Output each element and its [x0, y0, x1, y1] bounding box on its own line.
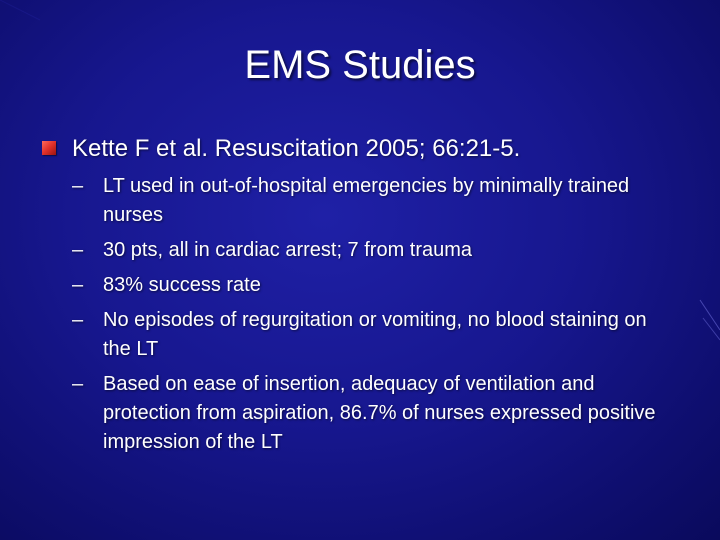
sub-bullet-item: [72, 271, 672, 300]
dash-bullet: –: [72, 239, 84, 261]
slide-title: EMS Studies: [244, 43, 476, 87]
sub-bullet-text: 83% success rate: [103, 274, 261, 296]
red-square-bullet-icon: [42, 141, 56, 155]
main-bullet-text: Kette F et al. Resuscitation 2005; 66:21-5.: [72, 135, 521, 162]
dash-bullet: –: [72, 274, 84, 296]
sub-bullet-item: [72, 306, 672, 364]
sub-bullet-text: LT used in out-of-hospital emergencies by minimally trained nurses: [103, 175, 630, 226]
dash-bullet: –: [72, 373, 84, 395]
sub-bullet-item: [72, 172, 672, 230]
sub-bullet-text: No episodes of regurgitation or vomiting, no blood staining on the LT: [103, 309, 647, 360]
dash-bullet: –: [72, 309, 84, 331]
sub-bullet-item: [72, 236, 672, 265]
sub-bullet-text: Based on ease of insertion, adequacy of ventilation and protection from aspiration, 86.7% of nurses expressed positive impression of the LT: [103, 373, 656, 453]
dash-bullet: –: [72, 175, 84, 197]
sub-bullet-item: [72, 370, 672, 457]
sub-bullet-text: 30 pts, all in cardiac arrest; 7 from trauma: [103, 239, 473, 261]
sub-bullet-list: [72, 172, 672, 463]
